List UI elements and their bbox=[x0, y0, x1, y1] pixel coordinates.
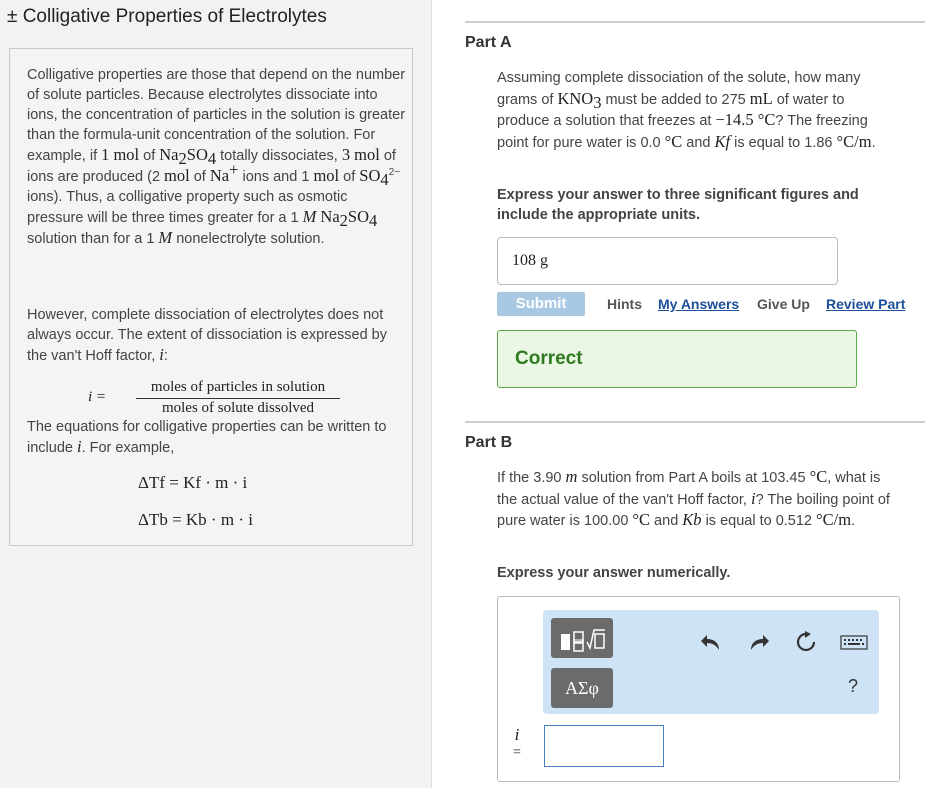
formula-denominator: moles of solute dissolved bbox=[161, 400, 315, 416]
part-b-divider bbox=[465, 421, 925, 423]
problem-intro-panel bbox=[0, 0, 432, 788]
part-a-instruction: Express your answer to three significant figures and include the appropriate units. bbox=[497, 187, 859, 223]
questions-panel bbox=[432, 0, 925, 788]
greek-symbols-button[interactable]: ΑΣφ bbox=[551, 668, 613, 708]
boiling-point-equation: ΔTb = Kb · m · i bbox=[138, 510, 253, 529]
part-a-question: Assuming complete dissociation of the solute, how many grams of $KNO_3$ must be added to 275 mL of water to produce a solution that freezes at −14.5 °C? The freezing point for pure water is 0.0 °C and Kf is equal to 1.86 °C/m. bbox=[497, 70, 876, 151]
freezing-point-equation: ΔTf = Kf · m · i bbox=[138, 473, 248, 492]
intro-box bbox=[9, 48, 413, 546]
keyboard-icon[interactable] bbox=[839, 630, 869, 654]
hints-link[interactable]: Hints bbox=[607, 296, 642, 312]
math-toolbar bbox=[543, 610, 879, 714]
help-button[interactable]: ? bbox=[848, 676, 859, 696]
templates-button[interactable] bbox=[551, 618, 613, 658]
part-b-title: Part B bbox=[465, 434, 513, 451]
redo-icon[interactable] bbox=[745, 630, 771, 654]
intro-paragraph-3: The equations for colligative properties can be written to include i. For example, bbox=[27, 419, 387, 456]
part-a-answer-field[interactable]: 108 g bbox=[497, 237, 838, 285]
formula-fraction bbox=[136, 379, 340, 417]
part-b-question: If the 3.90 m solution from Part A boils at 103.45 °C, what is the actual value of the van't Hoff factor, i? The boiling point of pure water is 100.00 °C and Kb is equal to 0.512 °C/m. bbox=[497, 467, 890, 529]
intro-paragraph-2: However, complete dissociation of electrolytes does not always occur. The extent of dissociation is expressed by the van't Hoff factor, i: bbox=[27, 307, 388, 364]
part-b-instruction: Express your answer numerically. bbox=[497, 565, 731, 581]
formula-numerator: moles of particles in solution bbox=[136, 379, 340, 399]
part-a-divider bbox=[465, 21, 925, 23]
part-a-title: Part A bbox=[465, 34, 512, 51]
answer-variable-label: i = bbox=[513, 725, 521, 760]
page-title: ± Colligative Properties of Electrolytes bbox=[7, 6, 327, 27]
intro-paragraph-1: Colligative properties are those that depend on the number of solute particles. Because electrolytes dissociate into ions, the concentration of particles in the solution is greater than the formula-unit concentration of the solution. For example, if 1 mol of $Na_2SO_4$ totally dissociates, 3 mol of ions are produced (2 mol of Na+ ions and 1 mol of $SO_4^{2-}$ ions). Thus, a colligative property such as osmotic pressure will be three times greater for a 1 M $Na_2SO_4$ solution than for a 1 M nonelectrolyte solution. bbox=[27, 67, 406, 247]
submit-button[interactable]: Submit bbox=[497, 292, 585, 316]
formula-lhs: i = bbox=[88, 389, 107, 405]
math-answer-editor bbox=[497, 596, 900, 782]
vant-hoff-factor-input[interactable] bbox=[544, 725, 664, 767]
review-part-link[interactable]: Review Part bbox=[826, 296, 906, 312]
reset-icon[interactable] bbox=[793, 630, 819, 654]
correct-feedback: Correct bbox=[497, 330, 857, 388]
my-answers-link[interactable]: My Answers bbox=[658, 296, 740, 312]
templates-icon bbox=[551, 618, 613, 658]
give-up-link[interactable]: Give Up bbox=[757, 296, 810, 312]
undo-icon[interactable] bbox=[699, 630, 725, 654]
